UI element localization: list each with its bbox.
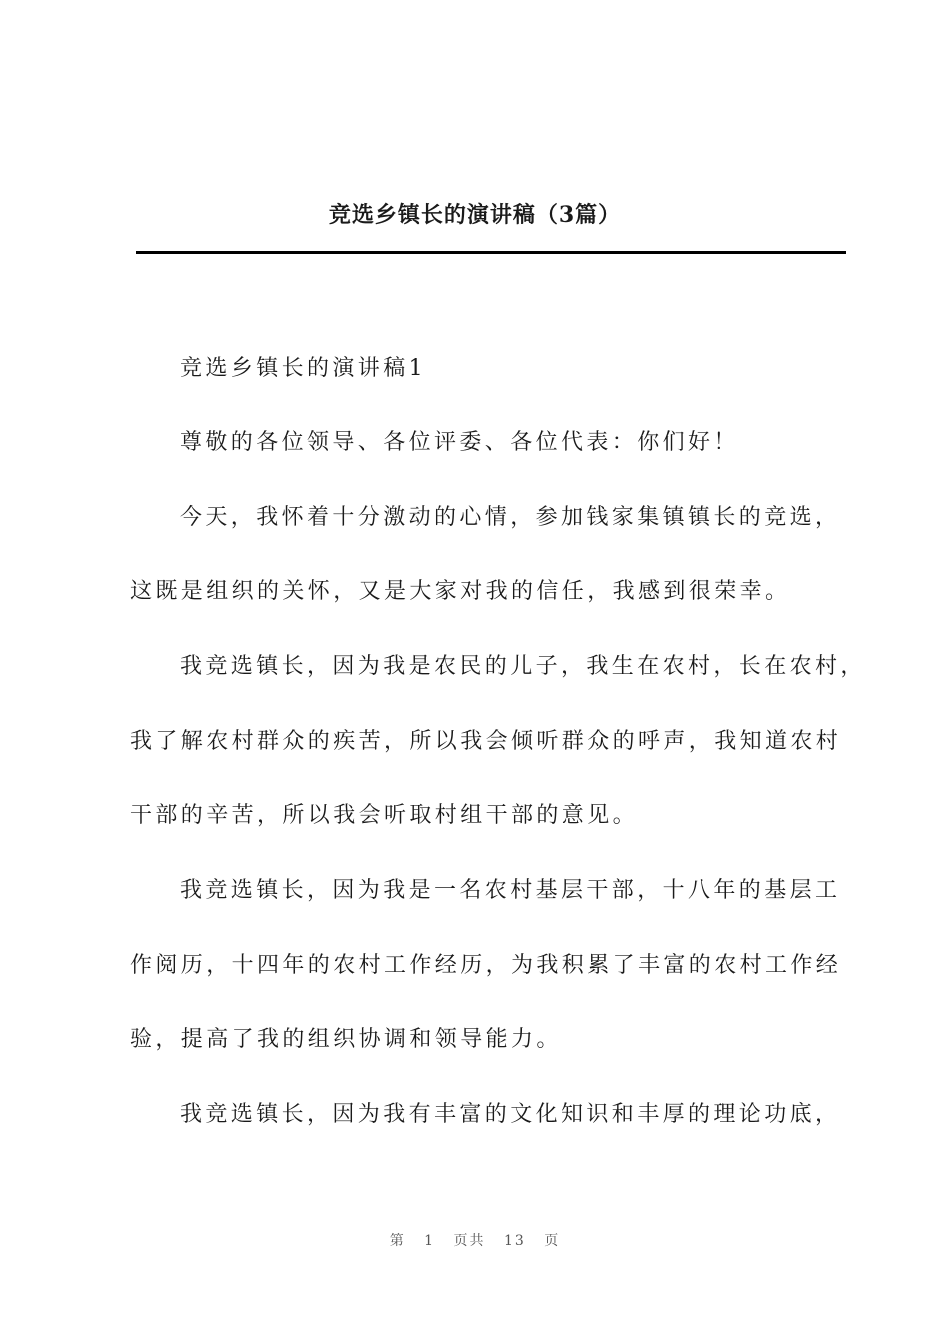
page-title: 竞选乡镇长的演讲稿（3篇） <box>328 202 622 228</box>
footer-prefix: 第 <box>389 1233 406 1249</box>
paragraph-line: 我竞选镇长，因为我是农民的儿子，我生在农村，长在农村， <box>180 654 866 679</box>
paragraph-line: 这既是组织的关怀，又是大家对我的信任，我感到很荣幸。 <box>130 579 791 604</box>
paragraph-line: 尊敬的各位领导、各位评委、各位代表：你们好！ <box>180 430 739 455</box>
footer-suffix: 页 <box>544 1233 561 1249</box>
paragraph-line: 今天，我怀着十分激动的心情，参加钱家集镇镇长的竞选， <box>180 505 841 530</box>
paragraph-line: 干部的辛苦，所以我会听取村组干部的意见。 <box>130 803 639 828</box>
section-heading: 竞选乡镇长的演讲稿1 <box>180 356 426 381</box>
footer-middle: 页共 <box>453 1233 486 1249</box>
paragraph-line: 我了解农村群众的疾苦，所以我会倾听群众的呼声，我知道农村 <box>130 729 842 754</box>
total-pages: 13 <box>504 1233 526 1249</box>
paragraph-line: 我竞选镇长，因为我有丰富的文化知识和丰厚的理论功底， <box>180 1102 841 1127</box>
paragraph-line: 我竞选镇长，因为我是一名农村基层干部，十八年的基层工 <box>180 878 841 903</box>
page-footer <box>0 1230 950 1250</box>
title-divider <box>136 251 846 254</box>
paragraph-line: 作阅历，十四年的农村工作经历，为我积累了丰富的农村工作经 <box>130 953 842 978</box>
paragraph-line: 验，提高了我的组织协调和领导能力。 <box>130 1027 562 1052</box>
page-number: 1 <box>424 1233 436 1249</box>
